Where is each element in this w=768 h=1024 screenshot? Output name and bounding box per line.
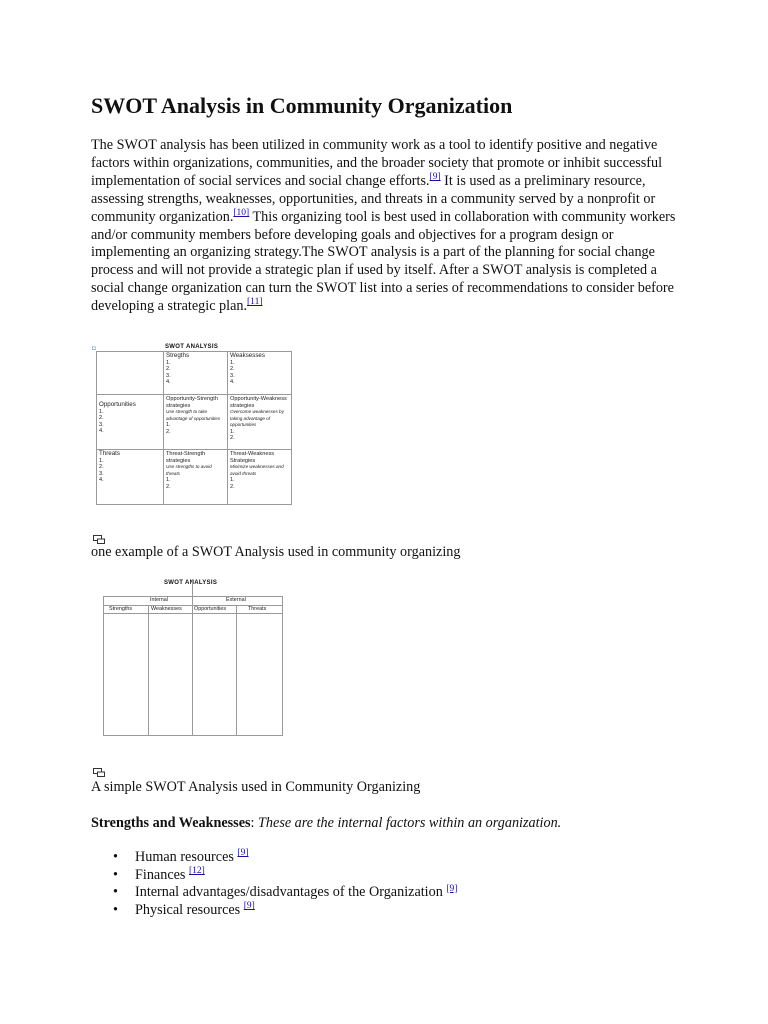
strengths-cell: Stregths 1. 2. 3. 4.: [164, 352, 228, 395]
intro-text-3: This organizing tool is best used in collaboration with community workers and/or community members before developing goals and objectives for a program design or implementing an organizing strategy.The SWOT analysis is a part of the planning for social change process and will not provide a strategic plan if used by itself. After a SWOT analysis is completed a social change organization can turn the SWOT list into a series of recommendations to consider before developing a strategic plan.: [91, 208, 676, 315]
simple-swot-grid: [103, 596, 283, 736]
column-weaknesses: Weaknesses: [151, 606, 182, 612]
citation-link-10[interactable]: [10]: [233, 207, 250, 218]
citation-link-11[interactable]: [11]: [247, 297, 263, 308]
list-item: • Internal advantages/disadvantages of the Organization [9]: [113, 883, 458, 901]
threats-cell: Threats 1. 2. 3. 4.: [97, 450, 164, 505]
intro-text-1: The SWOT analysis has been utilized in community work as a tool to identify positive and negative factors within organizations, communities, and the broader society that promote or inhibit successful implementation of social services and social change efforts.: [91, 137, 663, 189]
intro-paragraph: [91, 137, 681, 316]
swot-matrix-table: [96, 351, 292, 505]
figure1-caption: one example of a SWOT Analysis used in community organizing: [91, 544, 461, 560]
figure-link-icon[interactable]: [93, 768, 105, 777]
column-strengths: Strengths: [109, 606, 133, 612]
bullet-list: [91, 849, 457, 920]
list-item: • Finances [12]: [113, 865, 205, 883]
swot-matrix-figure: [92, 344, 298, 509]
image-anchor-icon: ◘: [92, 346, 96, 352]
citation-link-12[interactable]: [12]: [188, 865, 205, 876]
internal-label: Internal: [150, 597, 168, 603]
citation-link-9[interactable]: [9]: [429, 172, 441, 183]
column-opportunities: Opportunities: [194, 606, 227, 612]
figure1-title: SWOT ANALYSIS: [165, 344, 219, 350]
opportunity-weakness-cell: Opportunity-Weakness strategies Overcome weaknesses by taking advantage of opportunities 1. 2.: [228, 395, 292, 450]
threat-strength-cell: Threat-Strength strategies Use strengths to avoid threats 1. 2.: [164, 450, 228, 505]
intro-text-2: It is used as a preliminary resource, assessing strengths, weaknesses, opportunities, and threats in a community served by a nonprofit or community organization.: [91, 172, 656, 225]
section-title: Strengths and Weaknesses: [91, 815, 251, 831]
opportunities-cell: Opportunities 1. 2. 3. 4.: [97, 395, 164, 450]
simple-swot-figure: [101, 576, 283, 738]
citation-link-9[interactable]: [9]: [237, 848, 249, 859]
column-threats: Threats: [248, 606, 267, 612]
figure-link-icon[interactable]: [93, 535, 105, 544]
section-description: These are the internal factors within an organization.: [258, 815, 562, 831]
opportunity-strength-cell: Opportunity-Strength strategies Use strength to take advantage of opportunities 1. 2.: [164, 395, 228, 450]
citation-link-9[interactable]: [9]: [446, 883, 458, 894]
external-label: External: [226, 597, 246, 603]
threat-weakness-cell: Threat-Weakness Strategies Minimize weaknesses and avoid threats 1. 2.: [228, 450, 292, 505]
citation-link-9[interactable]: [9]: [243, 901, 255, 912]
figure2-caption: A simple SWOT Analysis used in Community Organizing: [91, 779, 421, 795]
page-title: SWOT Analysis in Community Organization: [91, 93, 513, 118]
figure2-title: SWOT ANALYSIS: [164, 580, 218, 586]
empty-cell: [97, 352, 164, 395]
weaknesses-cell: Weaksesses 1. 2. 3. 4.: [228, 352, 292, 395]
section-heading: Strengths and Weaknesses: These are the internal factors within an organization.: [91, 815, 562, 831]
list-item: • Physical resources [9]: [113, 901, 255, 919]
list-item: • Human resources [9]: [113, 848, 249, 865]
